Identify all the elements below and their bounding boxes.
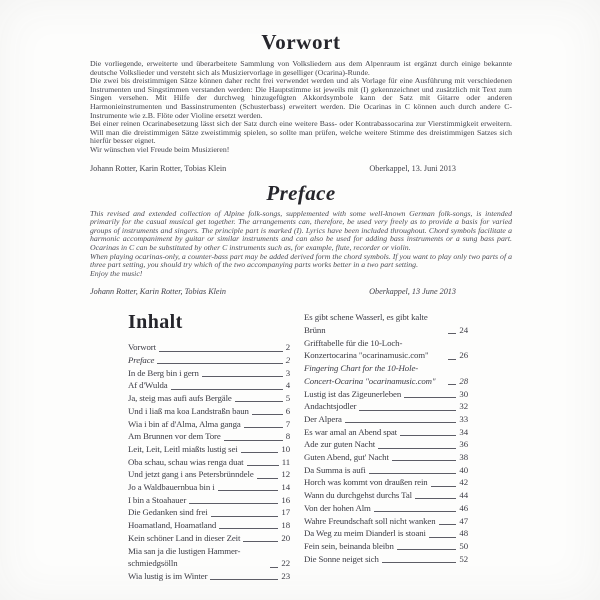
- toc-entry: [304, 515, 468, 528]
- toc-entry: [128, 379, 290, 392]
- toc-leader-line: [224, 439, 283, 441]
- toc-leader-line: [159, 350, 283, 352]
- toc-leader-line: [235, 400, 283, 402]
- toc-page-number: 20: [281, 532, 290, 543]
- toc-page-number: 6: [285, 405, 290, 416]
- toc-leader-line: [270, 566, 278, 568]
- toc-page-number: 26: [459, 350, 468, 361]
- toc-entry: [128, 532, 290, 545]
- toc-leader-line: [431, 485, 457, 487]
- toc-entry-title: Af d'Wulda: [128, 380, 168, 391]
- toc-entry: [128, 418, 290, 431]
- toc-page-number: 33: [459, 413, 468, 424]
- toc-leader-line: [157, 362, 282, 364]
- toc-entry-title: Wia i bin af d'Alma, Alma ganga: [128, 418, 241, 429]
- toc-page-number: 46: [459, 502, 468, 513]
- toc-leader-line: [210, 578, 278, 580]
- toc-entry-title: Von der hohen Alm: [304, 502, 371, 513]
- toc-entry-title: Mia san ja die lustigen Hammer-schmiedgsölln: [128, 545, 241, 569]
- toc-entry-title: Es war amal an Abend spat: [304, 426, 398, 437]
- toc-entry: [304, 451, 468, 464]
- paragraph: This revised and extended collection of Alpine folk-songs, supplemented with some well-known German folk-songs, is intended primarily for the casual musical get together. The arrangements can, therefore, be used very freely as to provide a basis for varied groups of instruments and singers. The principle part is marked (I). Lyrics have been included throughout. Chord symbols facilitate a harmonic accompaniment by guitar or similar instruments and can also be used for adding bass instruments or a sung bass part. Ocarinas in C can be substituted by other C instruments such as, for example, flute, recorder or violin.: [90, 208, 512, 252]
- toc-entry: [128, 494, 290, 507]
- toc-leader-line: [429, 536, 457, 538]
- toc-page-number: 47: [459, 515, 468, 526]
- paragraph: Bei einer reinen Ocarinabesetzung lässt sich der Satz durch eine weitere Bass- oder Kontrabassocarina zur Vierstimmigkeit erweitern. Will man die dreistimmigen Sätze zweistimmig spielen, so sollte man prüfen, welche weitere Stimme des dreistimmigen Satzes sich hierfür besser eignet.: [90, 119, 512, 146]
- toc-page-number: 8: [285, 431, 290, 442]
- toc-leader-line: [244, 426, 283, 428]
- toc-page-number: 34: [459, 426, 468, 437]
- toc-leader-line: [359, 409, 456, 411]
- toc-entry-title: Lustig ist das Zigeunerleben: [304, 388, 402, 399]
- toc-leader-line: [439, 523, 457, 525]
- toc-page-number: 42: [459, 477, 468, 488]
- vorwort-section: [90, 30, 512, 174]
- toc-leader-line: [218, 489, 279, 491]
- toc-entry-title: Leit, Leit, Leitl miaßts lustig sei: [128, 443, 238, 454]
- toc-page-number: 22: [281, 558, 290, 569]
- toc-entry: [128, 367, 290, 380]
- toc-leader-line: [415, 497, 456, 499]
- toc-leader-line: [247, 464, 279, 466]
- toc-leader-line: [400, 434, 456, 436]
- toc-page-number: 30: [459, 388, 468, 399]
- toc-columns: [128, 311, 512, 582]
- toc-entry: [128, 341, 290, 354]
- toc-entry: [304, 311, 468, 336]
- toc-entry-title: Da Summa is aufi: [304, 464, 366, 475]
- toc-entry-title: Oba schau, schau wias renga duat: [128, 456, 244, 467]
- toc-entry: [304, 400, 468, 413]
- toc-entry-title: I bin a Stoahauer: [128, 494, 187, 505]
- toc-leader-line: [345, 421, 457, 423]
- toc-entry-title: Die Gedanken sind frei: [128, 507, 208, 518]
- preface-signature-row: [90, 287, 512, 297]
- inhalt-section: [90, 311, 512, 582]
- toc-left-column: [128, 311, 290, 582]
- toc-page-number: 50: [459, 540, 468, 551]
- toc-entry-title: In de Berg bin i gern: [128, 367, 199, 378]
- toc-page-number: 16: [281, 494, 290, 505]
- toc-leader-line: [211, 515, 279, 517]
- toc-page-number: 44: [459, 490, 468, 501]
- vorwort-dateline: Oberkappel, 13. Juni 2013: [369, 163, 456, 173]
- toc-entry: [128, 481, 290, 494]
- toc-entry-title: Da Weg zu meim Dianderl is stoani: [304, 528, 426, 539]
- toc-entry-title: Ade zur guten Nacht: [304, 439, 376, 450]
- toc-entry: [128, 545, 290, 570]
- toc-entry-title: Es gibt schene Wasserl, es gibt kalte Brünn: [304, 312, 428, 335]
- toc-leader-line: [219, 527, 278, 529]
- toc-page-number: 14: [281, 482, 290, 493]
- toc-entry: [304, 426, 468, 439]
- toc-entry-title: Der Alpera: [304, 413, 342, 424]
- preface-dateline: Oberkappel, 13 June 2013: [369, 287, 456, 297]
- toc-entry: [304, 476, 468, 489]
- toc-page-number: 10: [281, 443, 290, 454]
- toc-entry-title: Die Sonne neiget sich: [304, 553, 379, 564]
- toc-entry: [128, 430, 290, 443]
- toc-leader-line: [202, 375, 283, 377]
- vorwort-authors: Johann Rotter, Karin Rotter, Tobias Klein: [90, 163, 227, 173]
- toc-entry: [304, 540, 468, 553]
- toc-entry-title: Und jetzt gang i ans Petersbrünndele: [128, 469, 254, 480]
- toc-entry-title: Ja, steig mas aufi aufs Bergäle: [128, 393, 232, 404]
- toc-page-number: 32: [459, 401, 468, 412]
- toc-leader-line: [397, 548, 457, 550]
- toc-entry-title: Jo a Waldbauernbua bin i: [128, 482, 215, 493]
- toc-entry: [128, 506, 290, 519]
- toc-leader-line: [243, 540, 278, 542]
- toc-entry-title: Wann du durchgehst durchs Tal: [304, 490, 412, 501]
- toc-page-number: 28: [459, 375, 468, 386]
- toc-entry-title: Wahre Freundschaft soll nicht wanken: [304, 515, 436, 526]
- toc-page-number: 4: [285, 380, 290, 391]
- toc-entry: [304, 413, 468, 426]
- toc-leader-line: [448, 358, 456, 360]
- toc-entry-title: Fingering Chart for the 10-Hole-Concert-Ocarina "ocarinamusic.com": [304, 363, 436, 386]
- toc-page-number: 48: [459, 528, 468, 539]
- toc-entry-title: Fein sein, beinanda bleibn: [304, 540, 394, 551]
- toc-entry: [128, 456, 290, 469]
- vorwort-body: [90, 60, 512, 155]
- toc-page-number: 3: [285, 367, 290, 378]
- toc-entry: [128, 570, 290, 583]
- toc-entry-title: Grifftabelle für die 10-Loch-Konzertocarina "ocarinamusic.com": [304, 337, 429, 361]
- toc-leader-line: [404, 396, 456, 398]
- preface-title: Preface: [266, 180, 336, 205]
- toc-leader-line: [378, 447, 456, 449]
- toc-leader-line: [252, 413, 283, 415]
- toc-leader-line: [374, 510, 457, 512]
- preface-authors: Johann Rotter, Karin Rotter, Tobias Klein: [90, 287, 226, 297]
- toc-page-number: 2: [285, 354, 290, 365]
- toc-entry-title: Am Brunnen vor dem Tore: [128, 431, 221, 442]
- paragraph: Enjoy the music!: [90, 268, 143, 278]
- toc-leader-line: [392, 459, 457, 461]
- toc-entry: [128, 443, 290, 456]
- toc-page-number: 17: [281, 507, 290, 518]
- toc-page-number: 36: [459, 439, 468, 450]
- toc-leader-line: [382, 561, 457, 563]
- toc-page-number: 5: [285, 393, 290, 404]
- toc-entry: [304, 388, 468, 401]
- toc-leader-line: [448, 332, 456, 334]
- vorwort-title: Vorwort: [261, 30, 341, 54]
- toc-right-column: [304, 311, 468, 565]
- toc-entry: [128, 354, 290, 367]
- toc-entry: [304, 337, 468, 362]
- paragraph: Die zwei bis dreistimmigen Sätze können daher recht frei verwendet werden und als Vorlage für eine Ausführung mit verschiedenen Instrumenten und Singstimmen verstanden werden: Die Hauptstimme ist jeweils mit (I) gekennzeichnet und zusätzlich mit Text zum Singen versehen. Mit Hilfe der durchweg hinzugefügten Akkordsymbole kann der Satz mit Gitarre oder anderen Harmonieinstrumenten und Bassinstrumenten (Schusterbass) erweitert werden. Die Ocarinas in C können auch durch andere C-Instrumente wie z.B. Flöte oder Violine ersetzt werden.: [90, 76, 512, 120]
- toc-entry: [128, 392, 290, 405]
- toc-entry: [128, 519, 290, 532]
- paragraph: Die vorliegende, erweiterte und überarbeitete Sammlung von Volksliedern aus dem Alpenraum ist ergänzt durch einige bekannte deutsche Volkslieder und versteht sich als Musiziervorlage in geselliger (Ocarina)-Runde.: [90, 59, 512, 77]
- toc-entry-title: Guten Abend, gut' Nacht: [304, 452, 389, 463]
- toc-page-number: 52: [459, 553, 468, 564]
- toc-entry: [128, 468, 290, 481]
- toc-leader-line: [369, 472, 457, 474]
- toc-entry-title: Und i liaß ma koa Landstraßn baun: [128, 405, 249, 416]
- preface-section: [90, 181, 512, 298]
- toc-leader-line: [189, 502, 278, 504]
- toc-page-number: 18: [281, 520, 290, 531]
- toc-page-number: 2: [285, 342, 290, 353]
- inhalt-title: Inhalt: [128, 311, 183, 334]
- toc-leader-line: [448, 383, 456, 385]
- toc-entry-title: Andachtsjodler: [304, 401, 357, 412]
- toc-entry: [304, 464, 468, 477]
- toc-entry: [304, 438, 468, 451]
- toc-entry: [304, 489, 468, 502]
- toc-leader-line: [241, 451, 279, 453]
- toc-entry-title: Preface: [128, 354, 155, 365]
- toc-page-number: 38: [459, 452, 468, 463]
- toc-entry: [128, 405, 290, 418]
- toc-entry-title: Vorwort: [128, 342, 156, 353]
- toc-entry: [304, 527, 468, 540]
- toc-entry-title: Horch was kommt von draußen rein: [304, 477, 428, 488]
- toc-entry-title: Wia lustig is im Winter: [128, 570, 208, 581]
- toc-left-list: [128, 341, 290, 582]
- toc-page-number: 24: [459, 324, 468, 335]
- toc-page-number: 12: [281, 469, 290, 480]
- toc-entry-title: Kein schöner Land in dieser Zeit: [128, 532, 241, 543]
- toc-page-number: 7: [285, 418, 290, 429]
- paragraph: Wir wünschen viel Freude beim Musizieren!: [90, 144, 230, 154]
- toc-right-list: [304, 311, 468, 565]
- vorwort-signature-row: [90, 164, 512, 174]
- toc-page-number: 11: [281, 456, 290, 467]
- toc-page-number: 40: [459, 464, 468, 475]
- toc-leader-line: [257, 477, 279, 479]
- toc-page-number: 23: [281, 570, 290, 581]
- paragraph: When playing ocarinas-only, a counter-bass part may be added derived form the chord symbols. If you want to play only two parts of a three part setting, you should try which of the two accompanying parts works better in a two part setting.: [90, 251, 512, 270]
- toc-entry: [304, 502, 468, 515]
- toc-entry-title: Hoamatland, Hoamatland: [128, 520, 217, 531]
- preface-body: [90, 210, 512, 279]
- toc-entry: [304, 362, 468, 387]
- toc-entry: [304, 553, 468, 566]
- toc-leader-line: [171, 388, 283, 390]
